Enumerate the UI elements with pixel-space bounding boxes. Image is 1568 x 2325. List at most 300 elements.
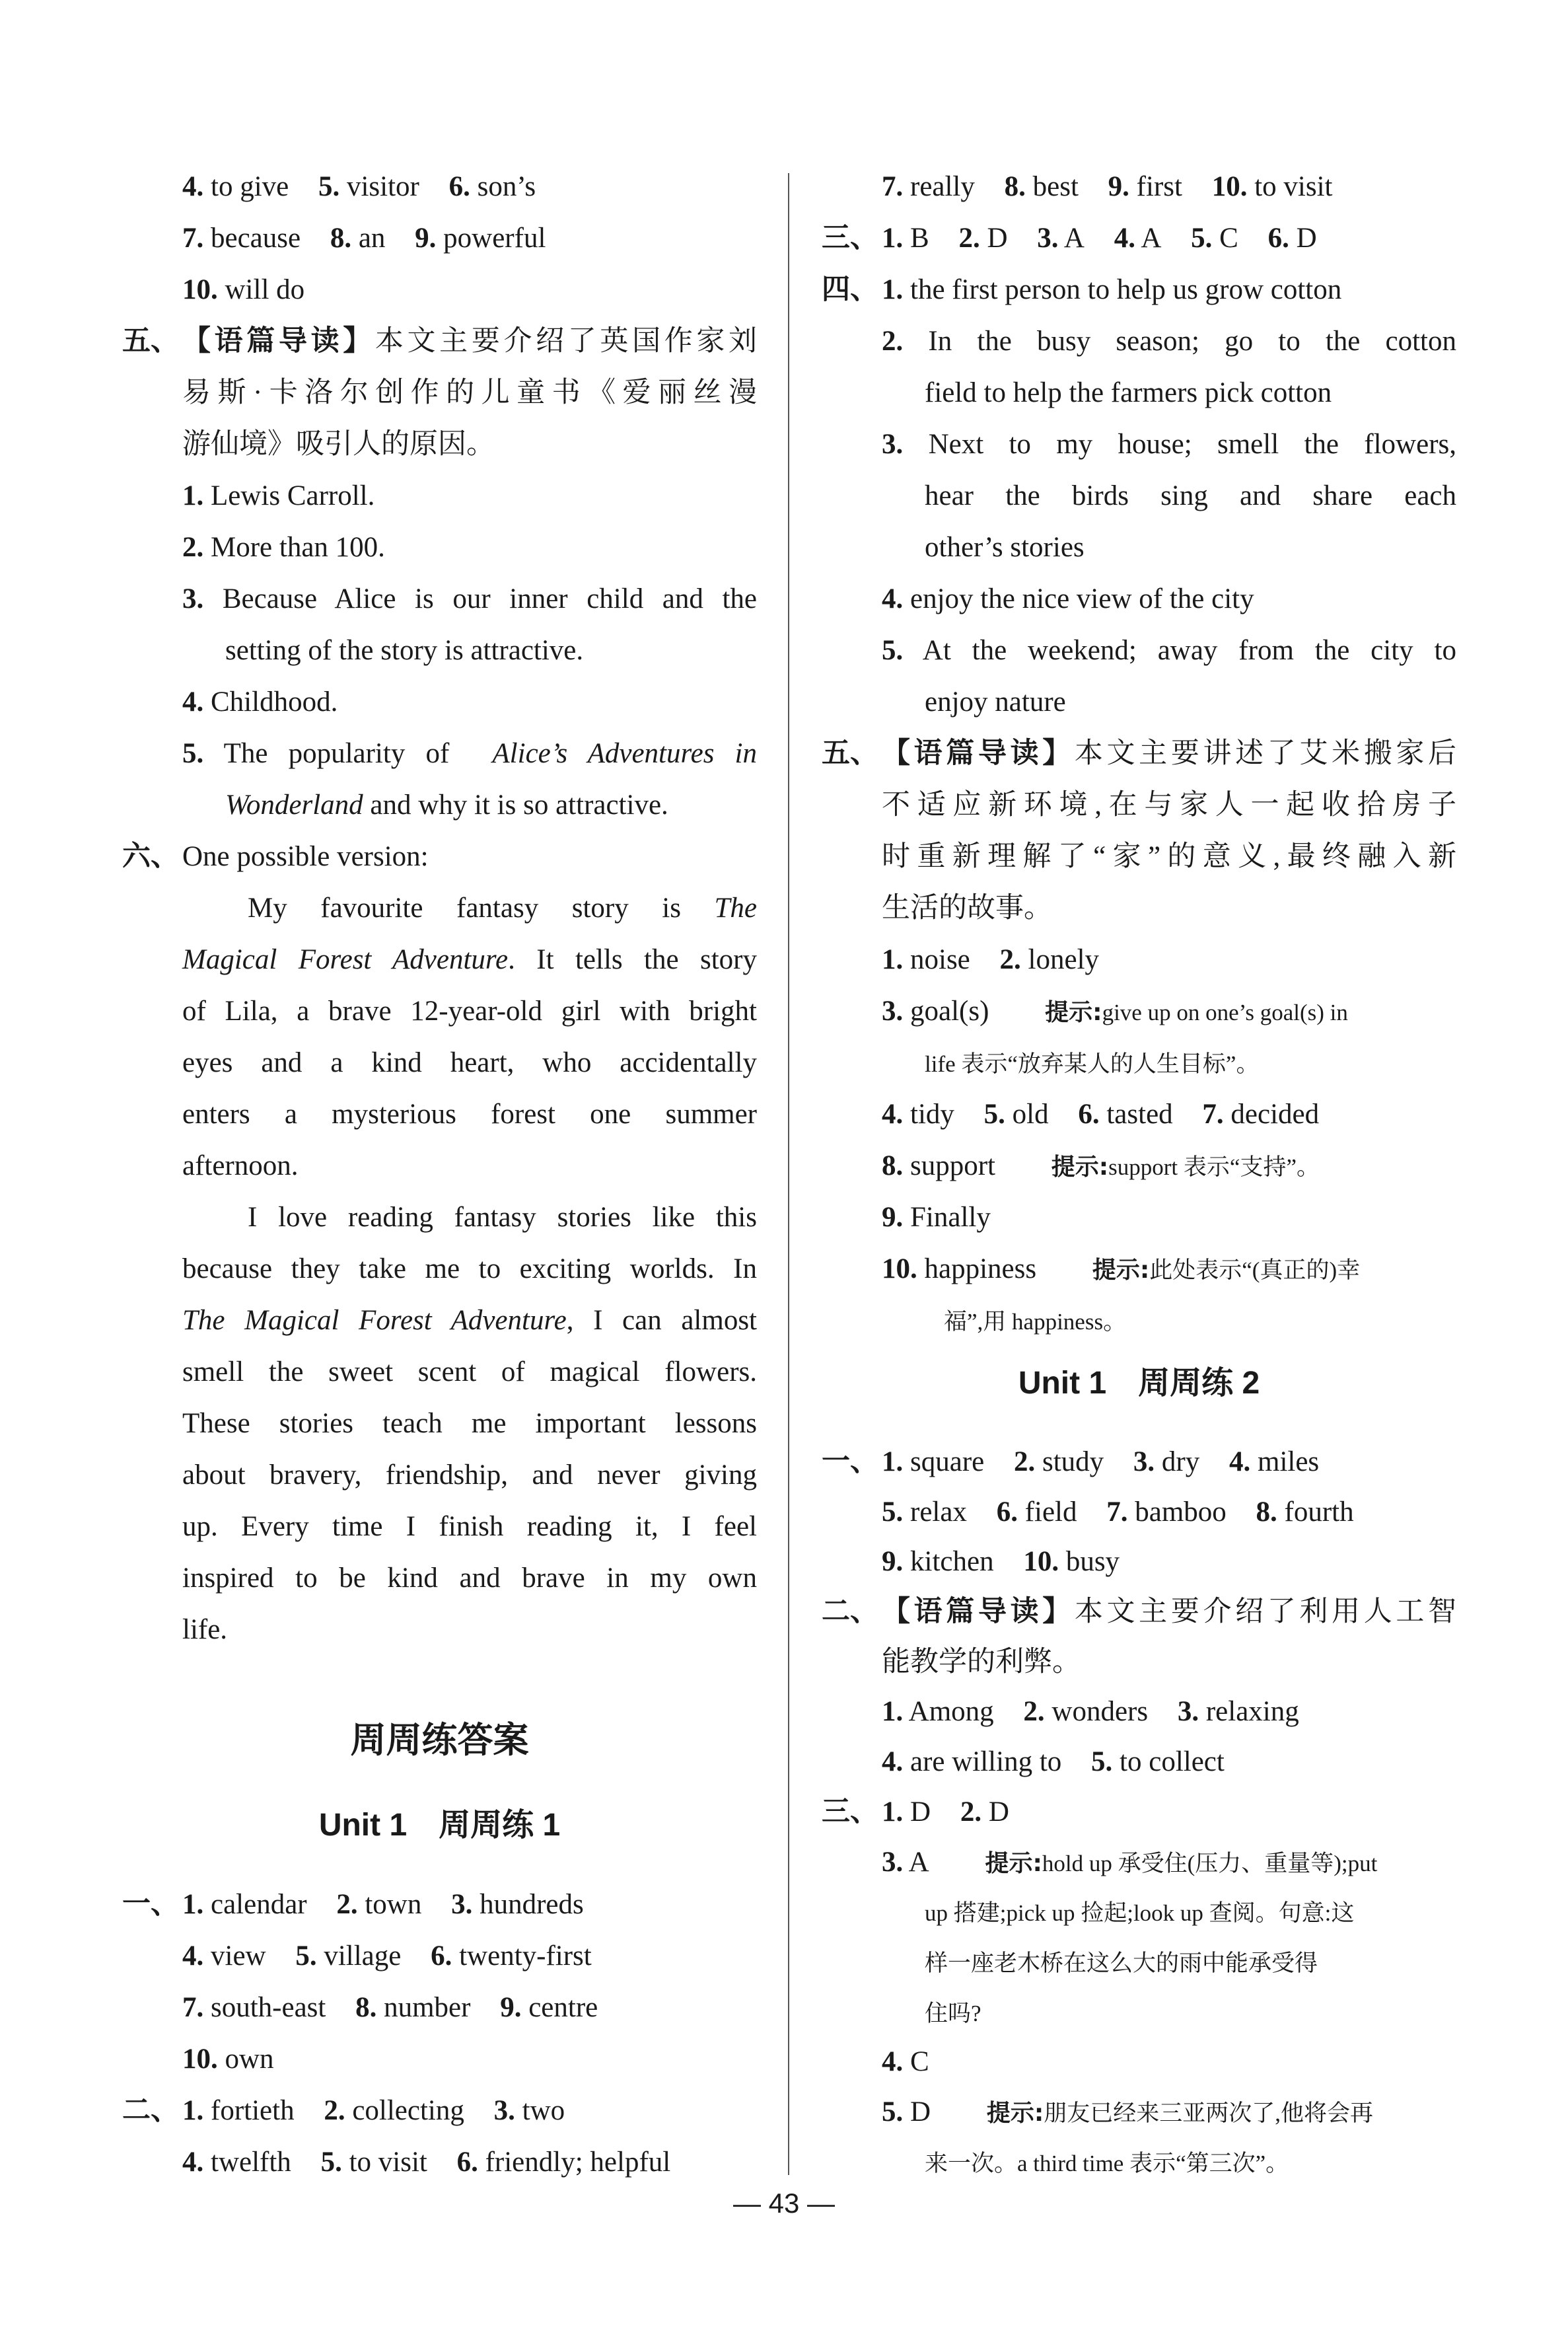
text: 易斯·卡洛尔创作的儿童书《爱丽丝漫: [182, 377, 757, 408]
answer-text: visitor: [346, 171, 419, 202]
item-number: 4.: [882, 583, 904, 614]
item-number: 2.: [1023, 1696, 1045, 1728]
answer-line: [822, 213, 1456, 264]
text: 能教学的利弊。: [882, 1646, 1081, 1678]
text: These stories teach me important lessons: [182, 1408, 757, 1439]
answer-item: [882, 635, 1456, 666]
answer-line: [822, 1089, 1456, 1140]
answer-line: [122, 1140, 757, 1192]
answer-line: [822, 1295, 1456, 1347]
answer-text: Next to my house; smell the flowers,: [928, 429, 1456, 460]
answer-text: to visit: [349, 2147, 427, 2178]
item-number: 5.: [882, 2096, 904, 2127]
answer-line: [822, 264, 1456, 316]
text: life.: [182, 1614, 228, 1645]
answer-item: [882, 1099, 954, 1130]
hint-label: 提示:: [986, 2099, 1044, 2127]
answer-line: [822, 161, 1456, 213]
text: afternoon.: [182, 1150, 299, 1181]
answer-item: [415, 223, 546, 254]
item-number: 7.: [1202, 1099, 1224, 1130]
item-number: 4.: [182, 171, 204, 202]
italic-title: The: [714, 893, 757, 924]
answer-text: because: [211, 223, 301, 254]
item-number: 5.: [295, 1940, 317, 1972]
item-number: 5.: [182, 738, 204, 769]
section-label: 三、: [822, 1796, 878, 1827]
hint-label: 提示:: [1045, 999, 1102, 1026]
text: inspired to be kind and brave in my own: [182, 1563, 757, 1594]
answer-item: [182, 1992, 326, 2023]
item-number: 8.: [330, 223, 352, 254]
answer-item: [449, 171, 536, 202]
item-number: 1.: [882, 274, 904, 305]
item-number: 8.: [882, 1150, 904, 1181]
item-number: 4.: [1229, 1446, 1251, 1477]
answer-line: [822, 677, 1456, 728]
section-label: 一、: [822, 1446, 878, 1477]
hint-text: give up on one’s goal(s) in: [1102, 1000, 1348, 1025]
hint-text: hold up 承受住(压力、重量等);put: [1042, 1850, 1378, 1876]
italic-title: Alice’s Adventures in: [492, 738, 757, 769]
answer-text: busy: [1065, 1546, 1120, 1578]
answer-line: [822, 1587, 1456, 1637]
answer-item: [182, 583, 757, 614]
answer-item: [182, 274, 304, 305]
answer-item: [431, 1940, 592, 1972]
answer-item: [882, 2096, 931, 2127]
answer-line: [822, 1487, 1456, 1537]
answer-text: Among: [908, 1696, 994, 1728]
answer-item: [882, 1796, 931, 1827]
answer-text: own: [225, 2044, 274, 2075]
answer-text: At the weekend; away from the city to: [922, 635, 1456, 666]
answer-text: D: [910, 2096, 931, 2127]
answer-line: [122, 522, 757, 573]
answer-text: goal(s): [910, 996, 989, 1027]
item-number: 5.: [983, 1099, 1005, 1130]
hint-text: 来一次。a third time 表示“第三次”。: [925, 2150, 1289, 2176]
answer-line: [822, 986, 1456, 1037]
item-number: 1.: [182, 480, 204, 511]
hint-label: 提示:: [1051, 1154, 1109, 1181]
answer-text: decided: [1230, 1099, 1320, 1130]
answer-text: D: [910, 1796, 931, 1827]
text: other’s stories: [925, 532, 1085, 563]
item-number: 2.: [999, 944, 1021, 975]
answer-text: Finally: [910, 1202, 991, 1233]
answer-line: [122, 625, 757, 677]
item-number: 1.: [882, 944, 904, 975]
text: about bravery, friendship, and never giving: [182, 1459, 757, 1491]
answer-line: [822, 934, 1456, 986]
answer-item: [182, 738, 449, 769]
item-number: 10.: [882, 1253, 917, 1284]
answer-line: [122, 1037, 757, 1089]
answer-item: [882, 1746, 1061, 1777]
answer-line: [822, 1987, 1456, 2038]
text: of Lila, a brave 12-year-old girl with bright: [182, 996, 757, 1027]
answer-item: [1178, 1696, 1299, 1727]
item-number: 9.: [415, 223, 437, 254]
item-number: 3.: [182, 583, 204, 614]
answer-item: [494, 2095, 565, 2126]
answer-line: [822, 1687, 1456, 1737]
answer-item: [182, 223, 301, 254]
answer-line: [822, 883, 1456, 934]
answer-text: two: [522, 2095, 565, 2126]
answer-item: [1000, 944, 1099, 975]
answer-text: powerful: [443, 223, 546, 254]
answer-text: to collect: [1120, 1746, 1225, 1778]
hint-text: up 搭建;pick up 捡起;look up 查阅。句意:这: [925, 1900, 1355, 1927]
answer-item: [1023, 1696, 1148, 1727]
answer-item: [336, 1889, 421, 1920]
answer-text: hundreds: [480, 1889, 584, 1920]
answer-line: [822, 1787, 1456, 1837]
item-number: 9.: [882, 1546, 904, 1578]
answer-line: [122, 1553, 757, 1604]
item-number: 3.: [882, 429, 904, 460]
section-label: 五、: [122, 326, 179, 357]
answer-line: [822, 2087, 1456, 2137]
item-number: 6.: [431, 1940, 452, 1972]
answer-item: [1078, 1099, 1172, 1130]
text: . It tells the story: [508, 944, 757, 975]
answer-text: fourth: [1284, 1496, 1354, 1528]
answer-text: support: [910, 1150, 995, 1181]
item-number: 10.: [182, 274, 218, 305]
answer-text: A: [1141, 223, 1162, 254]
item-number: 2.: [882, 326, 904, 357]
answer-text: twelfth: [211, 2147, 291, 2178]
item-number: 10.: [182, 2044, 218, 2075]
answer-text: view: [211, 1940, 266, 1972]
answer-item: [882, 944, 970, 975]
answer-item: [882, 1253, 1036, 1284]
answer-line: [122, 2137, 757, 2188]
answer-item: [321, 2147, 427, 2178]
answer-text: son’s: [477, 171, 536, 202]
answer-line: [122, 780, 757, 831]
answer-line: [822, 2037, 1456, 2087]
answer-item: [882, 274, 1341, 305]
item-number: 10.: [1211, 171, 1248, 202]
answer-item: [500, 1992, 598, 2023]
answer-line: [122, 1295, 757, 1347]
answer-text: friendly; helpful: [485, 2147, 671, 2178]
answer-text: field: [1024, 1496, 1077, 1528]
answer-item: [1212, 171, 1333, 202]
answer-text: B: [910, 223, 929, 254]
item-number: 6.: [1078, 1099, 1100, 1130]
text: enters a mysterious forest one summer: [182, 1099, 757, 1130]
answer-text: Because Alice is our inner child and the: [222, 583, 757, 614]
answer-text: really: [910, 171, 975, 202]
answer-line: [122, 419, 757, 470]
answer-text: tasted: [1106, 1099, 1173, 1130]
answer-text: study: [1042, 1446, 1104, 1477]
unit-heading: Unit 1 周周练 1: [318, 1808, 561, 1843]
answer-line: [822, 1837, 1456, 1888]
answer-line: [822, 1243, 1456, 1295]
unit-heading: Unit 1 周周练 2: [1018, 1366, 1260, 1401]
answer-line: [122, 2085, 757, 2137]
answer-item: [318, 171, 419, 202]
item-number: 7.: [182, 223, 204, 254]
lead-tag: 【语篇导读】: [882, 738, 1075, 769]
answer-item: [182, 1940, 266, 1972]
answer-item: [882, 996, 989, 1027]
answer-line: [822, 728, 1456, 780]
item-number: 2.: [336, 1889, 358, 1920]
text: One possible version:: [182, 841, 429, 872]
item-number: 1.: [882, 1796, 904, 1827]
item-number: 3.: [1037, 223, 1059, 254]
text: 时重新理解了“家”的意义,最终融入新: [882, 841, 1456, 872]
answer-item: [882, 1696, 994, 1727]
answer-line: [122, 367, 757, 419]
section-label: 四、: [822, 274, 878, 305]
answer-line: [822, 831, 1456, 883]
item-number: 5.: [882, 1496, 904, 1528]
answer-text: relax: [910, 1496, 967, 1528]
answer-item: [1268, 223, 1317, 254]
answer-text: town: [365, 1889, 422, 1920]
item-number: 3.: [1133, 1446, 1155, 1477]
item-number: 9.: [500, 1992, 522, 2023]
item-number: 6.: [448, 171, 470, 202]
hint-text: life 表示“放弃某人的人生目标”。: [925, 1051, 1260, 1077]
answer-item: [182, 171, 289, 202]
answer-line: [122, 986, 757, 1037]
answer-text: The popularity of: [223, 738, 450, 769]
answer-line: [822, 1140, 1456, 1192]
item-number: 4.: [182, 686, 204, 718]
answer-text: calendar: [211, 1889, 307, 1920]
answer-item: [882, 1446, 984, 1477]
answer-text: number: [384, 1992, 471, 2023]
text: eyes and a kind heart, who accidentally: [182, 1047, 757, 1078]
answer-item: [1191, 223, 1238, 254]
answer-item: [958, 223, 1007, 254]
answer-text: kitchen: [910, 1546, 994, 1578]
answer-line: [122, 573, 757, 625]
answer-item: [182, 2044, 274, 2075]
answer-line: [822, 1037, 1456, 1089]
section-label: 三、: [822, 223, 878, 254]
text: 不适应新环境,在与家人一起收拾房子: [882, 790, 1456, 821]
item-number: 1.: [882, 223, 904, 254]
hint-text: 朋友已经来三亚两次了,他将会再: [1044, 2100, 1373, 2126]
text: field to help the farmers pick cotton: [925, 377, 1332, 408]
answer-text: D: [1296, 223, 1317, 254]
answer-text: C: [910, 2046, 929, 2078]
answer-item: [1202, 1099, 1319, 1130]
answer-text: More than 100.: [211, 532, 385, 563]
answer-item: [882, 326, 1456, 357]
answer-text: happiness: [924, 1253, 1037, 1284]
answer-line: [122, 728, 757, 780]
answer-line: [822, 780, 1456, 831]
answer-line: [122, 677, 757, 728]
answer-item: [1114, 223, 1162, 254]
answer-item: [997, 1496, 1077, 1528]
answer-text: noise: [910, 944, 970, 975]
answer-line: [822, 1437, 1456, 1487]
text: and why it is so attractive.: [363, 790, 668, 821]
section-label: 二、: [122, 2095, 179, 2126]
text: I love reading fantasy stories like this: [248, 1202, 757, 1233]
answer-line: [122, 883, 757, 934]
answer-line: [822, 1737, 1456, 1787]
answer-line: [122, 934, 757, 986]
answer-text: square: [910, 1446, 985, 1477]
answer-line: [122, 831, 757, 883]
answer-line: [822, 573, 1456, 625]
answer-item: [1023, 1546, 1120, 1577]
answer-item: [882, 2046, 929, 2077]
answer-line: [822, 522, 1456, 573]
answer-text: the first person to help us grow cotton: [910, 274, 1342, 305]
item-number: 10.: [1023, 1546, 1059, 1578]
item-number: 2.: [1013, 1446, 1036, 1477]
answer-text: D: [988, 1796, 1009, 1827]
answer-line: [822, 1937, 1456, 1987]
item-number: 2.: [960, 1796, 982, 1827]
hint-text: 此处表示“(真正的)幸: [1149, 1257, 1361, 1283]
hint-text: 样一座老木桥在这么大的雨中能承受得: [925, 1950, 1318, 1976]
section-title: 周周练答案: [350, 1719, 529, 1761]
italic-title: Wonderland: [225, 790, 363, 821]
answer-item: [457, 2147, 671, 2178]
text: up. Every time I finish reading it, I feel: [182, 1511, 757, 1542]
item-number: 4.: [1114, 223, 1135, 254]
answer-text: C: [1219, 223, 1238, 254]
italic-title: Magical Forest Adventure: [182, 944, 509, 975]
item-number: 8.: [355, 1992, 377, 2023]
answer-text: centre: [528, 1992, 598, 2023]
item-number: 4.: [882, 2046, 904, 2078]
item-number: 2.: [182, 532, 204, 563]
text: smell the sweet scent of magical flowers.: [182, 1356, 757, 1387]
text: 本文主要介绍了英国作家刘: [374, 326, 757, 357]
text: 本文主要讲述了艾米搬家后: [1074, 738, 1456, 769]
answer-item: [1108, 171, 1182, 202]
item-number: 8.: [1256, 1496, 1277, 1528]
answer-item: [182, 686, 338, 718]
item-number: 6.: [1267, 223, 1289, 254]
answer-text: bamboo: [1135, 1496, 1227, 1528]
answer-item: [1256, 1496, 1354, 1528]
answer-item: [182, 532, 385, 563]
answer-item: [324, 2095, 464, 2126]
answer-text: A: [908, 1846, 929, 1878]
answer-text: relaxing: [1205, 1696, 1299, 1728]
section-label: 二、: [822, 1596, 878, 1628]
answer-line: [122, 1347, 757, 1398]
text: because they take me to exciting worlds. In: [182, 1253, 757, 1284]
answer-text: wonders: [1051, 1696, 1149, 1728]
item-number: 9.: [1108, 171, 1129, 202]
item-number: 2.: [324, 2095, 345, 2126]
answer-line: [122, 1982, 757, 2034]
answer-item: [182, 2147, 291, 2178]
item-number: 4.: [882, 1099, 904, 1130]
lead-tag: 【语篇导读】: [182, 326, 375, 357]
left-column: [122, 161, 757, 2188]
text: 本文主要介绍了利用人工智: [1074, 1596, 1456, 1628]
page-number: — 43 —: [732, 2188, 836, 2219]
hint-label: 提示:: [985, 1849, 1042, 1877]
answer-item: [960, 1796, 1009, 1827]
answer-text: dry: [1161, 1446, 1200, 1477]
item-number: 5.: [318, 171, 340, 202]
answer-line: [122, 2034, 757, 2085]
answer-text: Childhood.: [211, 686, 338, 718]
answer-line: [822, 1192, 1456, 1243]
answer-line: [822, 1887, 1456, 1937]
answer-item: [1229, 1446, 1319, 1477]
answer-item: [182, 2095, 295, 2126]
answer-text: old: [1012, 1099, 1049, 1130]
answer-line: [122, 264, 757, 316]
answer-item: [295, 1940, 401, 1972]
answer-text: collecting: [352, 2095, 464, 2126]
answer-item: [882, 583, 1254, 614]
answer-text: In the busy season; go to the cotton: [928, 326, 1456, 357]
answer-text: enjoy the nice view of the city: [910, 583, 1254, 614]
item-number: 1.: [182, 2095, 204, 2126]
answer-line: [822, 625, 1456, 677]
answer-line: [122, 1398, 757, 1450]
answer-item: [882, 171, 975, 202]
answer-line: [122, 1501, 757, 1553]
answer-item: [882, 1847, 929, 1878]
text: , I can almost: [566, 1305, 757, 1336]
item-number: 1.: [882, 1446, 904, 1477]
answer-item: [182, 480, 374, 511]
answer-item: [1037, 223, 1085, 254]
item-number: 6.: [996, 1496, 1018, 1528]
section-label: 六、: [122, 841, 179, 872]
text: 游仙境》吸引人的原因。: [182, 429, 495, 460]
answer-item: [882, 1202, 991, 1233]
answer-item: [355, 1992, 470, 2023]
right-column: [822, 161, 1456, 2187]
answer-text: first: [1136, 171, 1182, 202]
item-number: 8.: [1004, 171, 1026, 202]
answer-text: best: [1032, 171, 1079, 202]
italic-title: The Magical Forest Adventure: [182, 1305, 567, 1336]
answer-item: [1005, 171, 1079, 202]
item-number: 3.: [451, 1889, 473, 1920]
answer-line: [822, 367, 1456, 419]
answer-item: [1014, 1446, 1104, 1477]
text: hear the birds sing and share each: [925, 480, 1456, 511]
answer-text: village: [324, 1940, 402, 1972]
answer-text: twenty-first: [459, 1940, 592, 1972]
answer-item: [330, 223, 386, 254]
item-number: 2.: [958, 223, 980, 254]
answer-line: [822, 316, 1456, 367]
answer-text: are willing to: [910, 1746, 1062, 1778]
item-number: 9.: [882, 1202, 904, 1233]
answer-line: [122, 316, 757, 367]
hint-text: support 表示“支持”。: [1108, 1154, 1320, 1180]
answer-text: lonely: [1028, 944, 1100, 975]
text: 生活的故事。: [882, 893, 1052, 924]
